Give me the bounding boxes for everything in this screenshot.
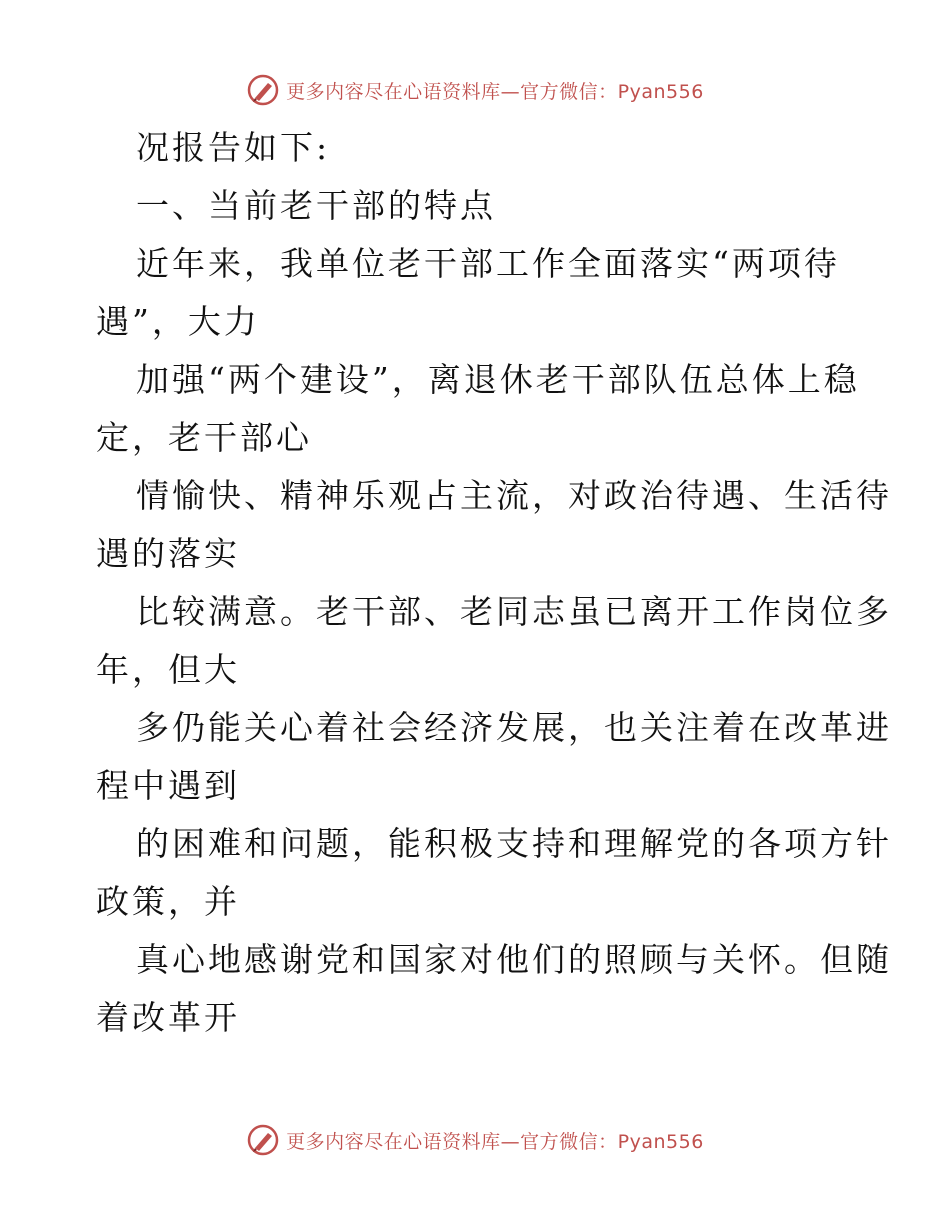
pen-logo-icon [246,1123,280,1157]
footer-banner [0,1120,950,1160]
text-line: 真心地感谢党和国家对他们的照顾与关怀。但随 [136,940,892,979]
text-line: 着改革开 [96,998,240,1037]
pen-logo-icon [246,73,280,107]
text-line: 遇”，大力 [96,302,260,341]
header-banner-text: 更多内容尽在心语资料库—官方微信：Pyan556 [286,80,704,103]
text-line: 遇的落实 [96,534,240,573]
text-line: 政策，并 [96,882,240,921]
text-line: 况报告如下: [136,128,331,167]
footer-banner-text: 更多内容尽在心语资料库—官方微信：Pyan556 [286,1130,704,1153]
text-line: 定，老干部心 [96,418,312,457]
text-line: 比较满意。老干部、老同志虽已离开工作岗位多 [136,592,892,631]
section-heading: 一、当前老干部的特点 [136,186,496,225]
text-line: 情愉快、精神乐观占主流，对政治待遇、生活待 [136,476,892,515]
text-line: 加强“两个建设”，离退休老干部队伍总体上稳 [136,360,860,399]
text-line: 年，但大 [96,650,240,689]
text-line: 多仍能关心着社会经济发展，也关注着在改革进 [136,708,892,747]
text-line: 程中遇到 [96,766,240,805]
text-line: 的困难和问题，能积极支持和理解党的各项方针 [136,824,892,863]
text-line: 近年来，我单位老干部工作全面落实“两项待 [136,244,840,283]
header-banner [0,70,950,110]
